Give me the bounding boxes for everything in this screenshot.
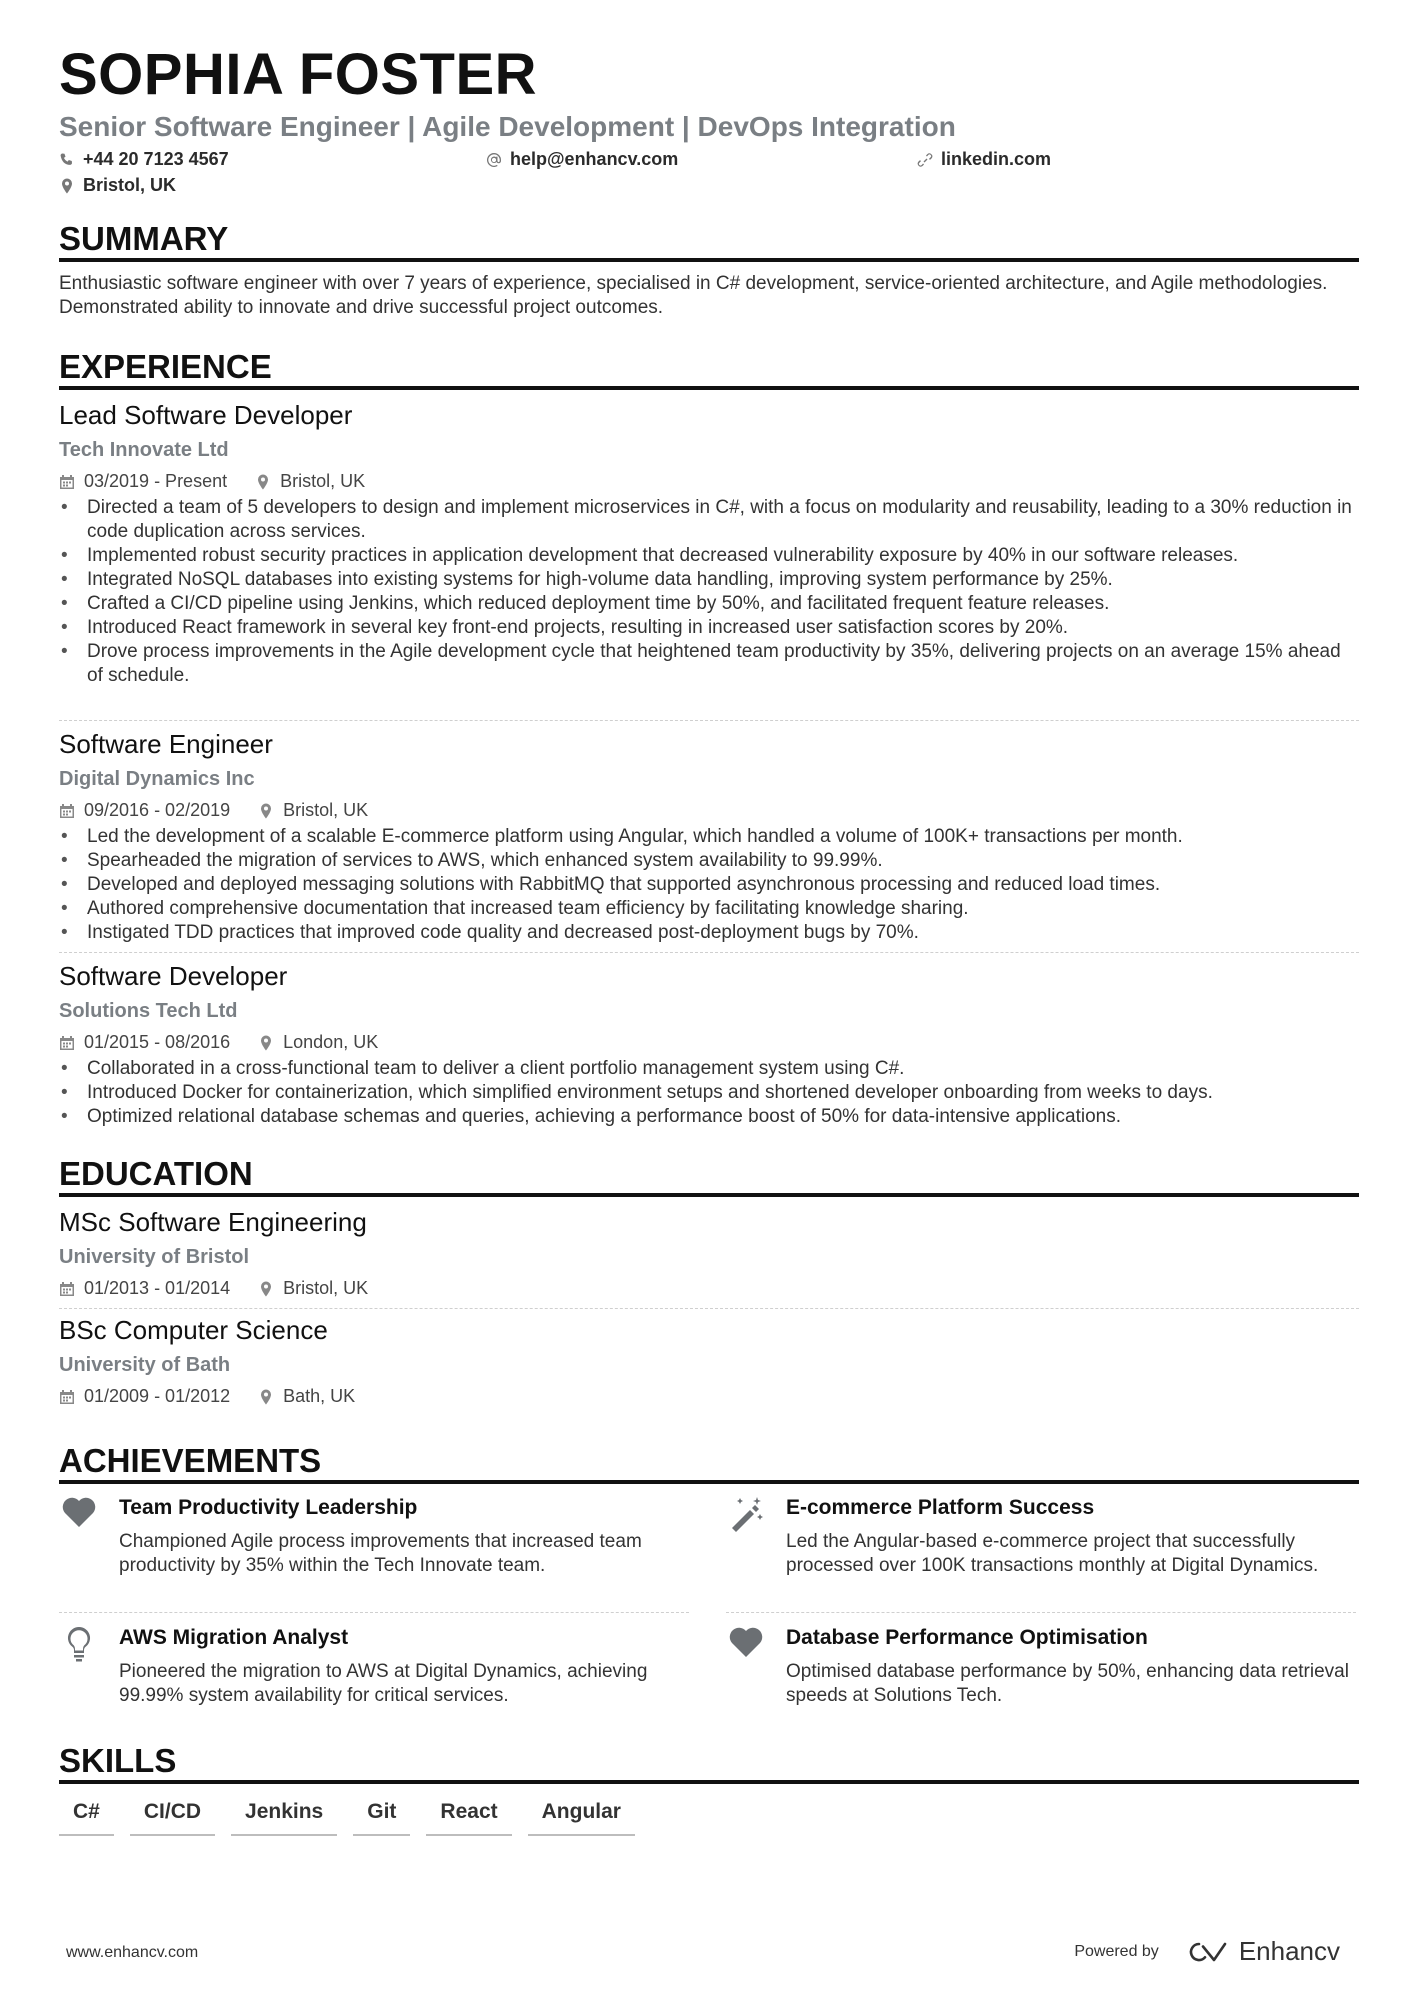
- job-title: Software Developer: [59, 961, 288, 991]
- job-location: Bristol, UK: [280, 471, 366, 491]
- degree-title: MSc Software Engineering: [59, 1207, 367, 1237]
- magic-wand-icon: [726, 1494, 766, 1534]
- achievement-title: AWS Migration Analyst: [119, 1626, 349, 1649]
- bullet-item: • Spearheaded the migration of services to AWS, which enhanced system availability to 99.99%.: [59, 849, 1359, 873]
- candidate-headline: Senior Software Engineer | Agile Development | DevOps Integration: [59, 111, 956, 142]
- bullet-item: • Crafted a CI/CD pipeline using Jenkins, which reduced deployment time by 50%, and facilitated frequent feature releases.: [59, 592, 1359, 616]
- education-meta: [59, 1278, 368, 1299]
- bullet-item: • Introduced React framework in several key front-end projects, resulting in increased user satisfaction scores by 20%.: [59, 616, 1359, 640]
- section-divider: [59, 1780, 1359, 1784]
- enhancv-logo: [1187, 1936, 1340, 1967]
- heart-icon: [726, 1624, 766, 1664]
- skill-tag: Jenkins: [231, 1800, 337, 1836]
- link-icon: [917, 152, 933, 168]
- job-meta: [59, 471, 365, 492]
- location-pin-icon: [258, 1035, 274, 1051]
- school-name: University of Bristol: [59, 1246, 250, 1268]
- location-pin-icon: [255, 474, 271, 490]
- section-title-education: EDUCATION: [59, 1155, 253, 1192]
- enhancv-logo-icon: [1187, 1940, 1231, 1964]
- entry-divider: [59, 1308, 1359, 1309]
- location-pin-icon: [258, 1281, 274, 1297]
- job-location: Bristol, UK: [283, 800, 369, 820]
- achievement-title: Database Performance Optimisation: [786, 1626, 1148, 1649]
- bullet-item: • Developed and deployed messaging solutions with RabbitMQ that supported asynchronous processing and reduced load times.: [59, 873, 1359, 897]
- achievement-title: Team Productivity Leadership: [119, 1496, 418, 1519]
- job-meta: [59, 1032, 378, 1053]
- education-meta: [59, 1386, 355, 1407]
- calendar-icon: [59, 1281, 75, 1297]
- section-divider: [59, 1480, 1359, 1484]
- skills-list: [59, 1800, 635, 1836]
- job-meta: [59, 800, 368, 821]
- linkedin-text: linkedin.com: [941, 149, 1052, 169]
- bullet-item: • Instigated TDD practices that improved code quality and decreased post-deployment bugs by 70%.: [59, 921, 1359, 945]
- calendar-icon: [59, 803, 75, 819]
- contact-phone: [59, 149, 229, 170]
- degree-title: BSc Computer Science: [59, 1315, 328, 1345]
- job-title: Software Engineer: [59, 729, 273, 759]
- bullet-item: • Integrated NoSQL databases into existing systems for high-volume data handling, improving system performance by 25%.: [59, 568, 1359, 592]
- job-dates: 03/2019 - Present: [84, 471, 228, 491]
- phone-text: +44 20 7123 4567: [83, 149, 229, 169]
- summary-text: Enthusiastic software engineer with over 7 years of experience, specialised in C# development, service-oriented architecture, and Agile methodologies. Demonstrated ability to innovate and drive successful project outcomes.: [59, 273, 1328, 318]
- location-pin-icon: [258, 803, 274, 819]
- job-title: Lead Software Developer: [59, 400, 353, 430]
- entry-divider: [59, 720, 1359, 721]
- bullet-item: • Authored comprehensive documentation that increased team efficiency by facilitating knowledge sharing.: [59, 897, 1359, 921]
- skill-tag: Git: [353, 1800, 410, 1836]
- contact-location: [59, 175, 176, 196]
- calendar-icon: [59, 474, 75, 490]
- contact-email[interactable]: [486, 149, 678, 170]
- heart-icon: [59, 1494, 99, 1534]
- email-text: help@enhancv.com: [510, 149, 679, 169]
- company-name: Digital Dynamics Inc: [59, 768, 255, 790]
- powered-by-label: Powered by: [1074, 1942, 1159, 1960]
- section-divider: [59, 386, 1359, 390]
- section-title-skills: SKILLS: [59, 1742, 177, 1779]
- bullet-item: • Drove process improvements in the Agile development cycle that heightened team productivity by 35%, delivering projects on an average 15% ahead of schedule.: [59, 640, 1359, 688]
- contact-linkedin[interactable]: [917, 149, 1051, 170]
- entry-divider: [726, 1612, 1356, 1613]
- brand-name: Enhancv: [1238, 1936, 1340, 1966]
- achievement-description: Pioneered the migration to AWS at Digital Dynamics, achieving 99.99% system availability for critical services.: [119, 1661, 648, 1706]
- education-location: Bath, UK: [283, 1386, 356, 1406]
- achievement-description: Optimised database performance by 50%, enhancing data retrieval speeds at Solutions Tech.: [786, 1661, 1349, 1706]
- education-dates: 01/2013 - 01/2014: [84, 1278, 231, 1298]
- education-dates: 01/2009 - 01/2012: [84, 1386, 231, 1406]
- at-sign-icon: [486, 152, 502, 168]
- candidate-name: SOPHIA FOSTER: [59, 42, 538, 107]
- bullet-item: • Introduced Docker for containerization, which simplified environment setups and shortened developer onboarding from weeks to days.: [59, 1081, 1359, 1105]
- achievement-description: Championed Agile process improvements that increased team productivity by 35% within the Tech Innovate team.: [119, 1531, 642, 1576]
- school-name: University of Bath: [59, 1354, 231, 1376]
- job-dates: 01/2015 - 08/2016: [84, 1032, 231, 1052]
- section-title-summary: SUMMARY: [59, 220, 229, 257]
- entry-divider: [59, 1612, 689, 1613]
- achievement-description: Led the Angular-based e-commerce project that successfully processed over 100K transactions monthly at Digital Dynamics.: [786, 1531, 1319, 1576]
- bullet-item: • Optimized relational database schemas and queries, achieving a performance boost of 50% for data-intensive applications.: [59, 1105, 1359, 1129]
- job-bullets: [59, 1057, 1359, 1129]
- phone-icon: [59, 152, 75, 168]
- bullet-item: • Collaborated in a cross-functional team to deliver a client portfolio management system using C#.: [59, 1057, 1359, 1081]
- company-name: Solutions Tech Ltd: [59, 1000, 238, 1022]
- job-bullets: [59, 825, 1359, 945]
- section-divider: [59, 1193, 1359, 1197]
- calendar-icon: [59, 1389, 75, 1405]
- job-dates: 09/2016 - 02/2019: [84, 800, 231, 820]
- calendar-icon: [59, 1035, 75, 1051]
- skill-tag: C#: [59, 1800, 114, 1836]
- entry-divider: [59, 952, 1359, 953]
- bullet-item: • Implemented robust security practices in application development that decreased vulnerability exposure by 40% in our software releases.: [59, 544, 1359, 568]
- section-title-achievements: ACHIEVEMENTS: [59, 1442, 322, 1479]
- lightbulb-icon: [59, 1624, 99, 1664]
- education-location: Bristol, UK: [283, 1278, 369, 1298]
- skill-tag: CI/CD: [130, 1800, 215, 1836]
- skill-tag: Angular: [528, 1800, 635, 1836]
- achievement-title: E-commerce Platform Success: [786, 1496, 1095, 1519]
- company-name: Tech Innovate Ltd: [59, 439, 229, 461]
- location-text: Bristol, UK: [83, 175, 177, 195]
- job-location: London, UK: [283, 1032, 379, 1052]
- footer-branding[interactable]: [1074, 1936, 1340, 1967]
- bullet-item: • Led the development of a scalable E-commerce platform using Angular, which handled a volume of 100K+ transactions per month.: [59, 825, 1359, 849]
- footer-website[interactable]: www.enhancv.com: [66, 1944, 199, 1961]
- section-title-experience: EXPERIENCE: [59, 348, 272, 385]
- location-pin-icon: [258, 1389, 274, 1405]
- skill-tag: React: [426, 1800, 511, 1836]
- job-bullets: [59, 496, 1359, 688]
- location-pin-icon: [59, 178, 75, 194]
- bullet-item: • Directed a team of 5 developers to design and implement microservices in C#, with a focus on modularity and reusability, leading to a 30% reduction in code duplication across services.: [59, 496, 1359, 544]
- section-divider: [59, 258, 1359, 262]
